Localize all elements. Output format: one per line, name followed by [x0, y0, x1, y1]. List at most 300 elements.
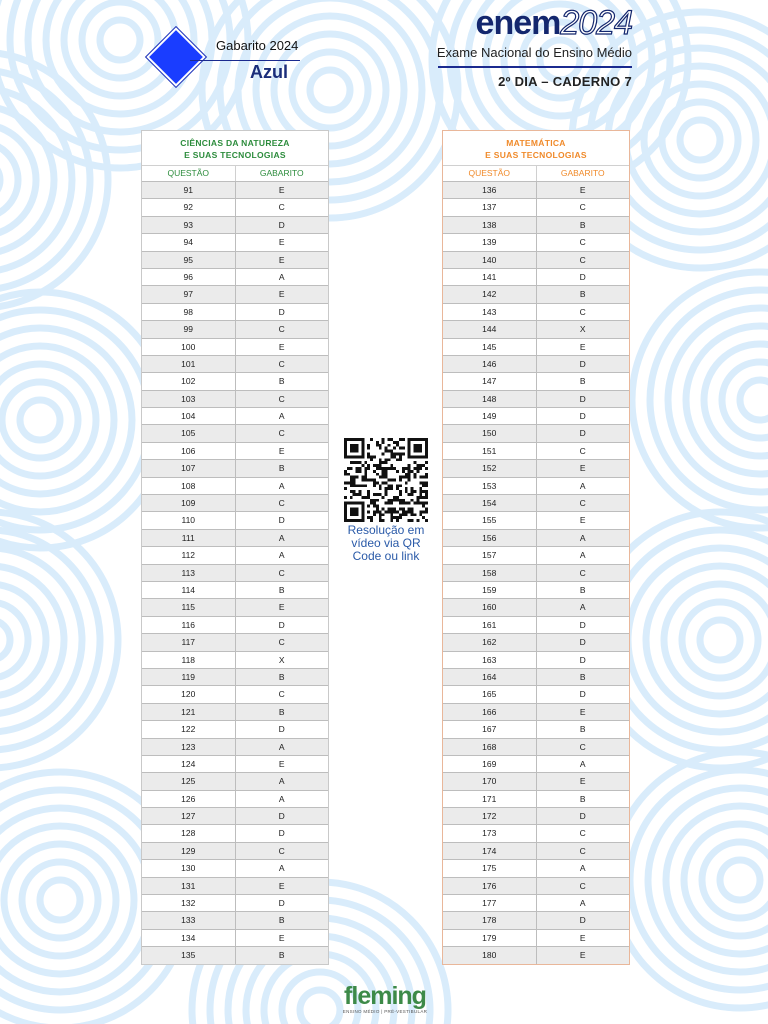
question-number: 146 — [443, 356, 537, 372]
question-number: 159 — [443, 582, 537, 598]
answer-letter: E — [278, 932, 285, 943]
answer-letter: C — [278, 393, 285, 404]
table-row — [443, 807, 629, 824]
question-number: 166 — [443, 704, 537, 720]
question-number: 176 — [443, 878, 537, 894]
question-number: 144 — [443, 321, 537, 337]
question-number: 116 — [142, 617, 236, 633]
question-number: 167 — [443, 721, 537, 737]
table-row — [142, 285, 328, 302]
table-row — [142, 546, 328, 563]
question-number: 179 — [443, 930, 537, 946]
qr-caption-line2: vídeo via QR — [351, 536, 421, 550]
table-row — [142, 929, 328, 946]
answer-letter: A — [579, 898, 586, 909]
question-number: 157 — [443, 547, 537, 563]
answer-letter: X — [579, 324, 586, 335]
answer-letter: C — [579, 202, 586, 213]
table-row — [443, 633, 629, 650]
table-row — [443, 338, 629, 355]
table-row — [142, 824, 328, 841]
answer-letter: B — [278, 671, 285, 682]
answer-letter: E — [579, 950, 586, 961]
question-number: 114 — [142, 582, 236, 598]
question-number: 105 — [142, 425, 236, 441]
question-number: 104 — [142, 408, 236, 424]
question-number: 171 — [443, 791, 537, 807]
question-number: 122 — [142, 721, 236, 737]
table-row — [142, 355, 328, 372]
question-number: 163 — [443, 652, 537, 668]
answer-letter: D — [579, 619, 586, 630]
table-row — [443, 477, 629, 494]
table-row — [142, 877, 328, 894]
answer-letter: C — [278, 637, 285, 648]
enem-logo-word: enem — [475, 4, 561, 42]
table-row — [142, 216, 328, 233]
answer-letter: C — [579, 306, 586, 317]
answer-letter: C — [579, 254, 586, 265]
answer-letter: C — [278, 428, 285, 439]
qr-caption-line3: Code ou link — [352, 549, 420, 563]
table-row — [142, 755, 328, 772]
table-row — [142, 390, 328, 407]
answer-letter: C — [278, 567, 285, 578]
table-row — [443, 581, 629, 598]
answer-letter: D — [278, 306, 285, 317]
answer-letter: A — [278, 793, 285, 804]
background-arc — [700, 620, 740, 660]
background-arc — [680, 120, 720, 160]
table-row — [443, 407, 629, 424]
question-number: 164 — [443, 669, 537, 685]
answer-letter: C — [579, 845, 586, 856]
question-number: 120 — [142, 686, 236, 702]
answer-letter: C — [278, 324, 285, 335]
table-row — [142, 772, 328, 789]
background-arc — [22, 862, 98, 938]
matematica-title-line2: E SUAS TECNOLOGIAS — [485, 150, 587, 160]
answer-letter: A — [278, 480, 285, 491]
enem-divider — [438, 66, 632, 68]
question-number: 173 — [443, 825, 537, 841]
answer-letter: D — [278, 811, 285, 822]
table-row — [142, 303, 328, 320]
table-row — [142, 564, 328, 581]
table-row — [443, 738, 629, 755]
table-row — [443, 685, 629, 702]
table-row — [443, 303, 629, 320]
table-row — [142, 581, 328, 598]
background-arc — [720, 860, 760, 900]
answer-letter: B — [278, 706, 285, 717]
enem-logo-year: 2024 — [560, 4, 632, 42]
answer-letter: D — [579, 358, 586, 369]
background-arc — [740, 380, 768, 420]
answer-letter: D — [579, 637, 586, 648]
table-row — [443, 494, 629, 511]
question-number: 128 — [142, 825, 236, 841]
question-number: 108 — [142, 478, 236, 494]
gabarito-title: Gabarito 2024 — [216, 38, 299, 53]
table-row — [142, 407, 328, 424]
table-row — [443, 911, 629, 928]
answer-letter: A — [278, 863, 285, 874]
question-number: 158 — [443, 565, 537, 581]
question-number: 126 — [142, 791, 236, 807]
question-number: 106 — [142, 443, 236, 459]
table-row — [443, 859, 629, 876]
background-arc — [0, 602, 28, 678]
question-number: 161 — [443, 617, 537, 633]
background-arc — [40, 880, 80, 920]
question-number: 137 — [443, 199, 537, 215]
background-arc — [2, 382, 78, 458]
answer-letter: D — [579, 654, 586, 665]
question-number: 134 — [142, 930, 236, 946]
answer-letter: B — [278, 463, 285, 474]
matematica-title-line1: MATEMÁTICA — [506, 138, 566, 148]
table-row — [142, 511, 328, 528]
natureza-rows — [142, 181, 328, 964]
table-row — [443, 320, 629, 337]
question-number: 177 — [443, 895, 537, 911]
natureza-table-title — [142, 131, 328, 165]
table-row — [443, 772, 629, 789]
question-number: 169 — [443, 756, 537, 772]
table-row — [142, 198, 328, 215]
answer-letter: C — [579, 567, 586, 578]
answer-letter: A — [579, 550, 586, 561]
question-number: 124 — [142, 756, 236, 772]
question-number: 162 — [443, 634, 537, 650]
question-number: 101 — [142, 356, 236, 372]
table-row — [142, 790, 328, 807]
table-row — [443, 529, 629, 546]
question-number: 178 — [443, 912, 537, 928]
question-number: 112 — [142, 547, 236, 563]
answer-letter: D — [579, 393, 586, 404]
answer-letter: B — [579, 793, 586, 804]
answer-letter: C — [278, 498, 285, 509]
table-row — [443, 372, 629, 389]
table-row — [443, 946, 629, 963]
answer-letter: E — [579, 515, 586, 526]
answer-letter: E — [278, 341, 285, 352]
table-row — [443, 442, 629, 459]
question-number: 156 — [443, 530, 537, 546]
background-arc — [0, 620, 10, 660]
table-row — [142, 529, 328, 546]
question-number: 99 — [142, 321, 236, 337]
table-row — [443, 824, 629, 841]
table-row — [443, 651, 629, 668]
natureza-col-answer: GABARITO — [259, 168, 304, 178]
matematica-rows — [443, 181, 629, 964]
answer-letter: D — [579, 428, 586, 439]
natureza-title-line1: CIÊNCIAS DA NATUREZA — [180, 138, 290, 148]
answer-letter: D — [579, 689, 586, 700]
answer-letter: E — [278, 445, 285, 456]
table-row — [142, 424, 328, 441]
enem-subtitle: Exame Nacional do Ensino Médio — [436, 45, 632, 60]
table-row — [443, 616, 629, 633]
answer-letter: E — [278, 254, 285, 265]
table-row — [443, 251, 629, 268]
table-row — [443, 511, 629, 528]
table-row — [443, 459, 629, 476]
question-number: 98 — [142, 304, 236, 320]
answer-letter: A — [278, 550, 285, 561]
question-number: 155 — [443, 512, 537, 528]
enem-logo — [476, 4, 632, 43]
question-number: 92 — [142, 199, 236, 215]
table-row — [443, 720, 629, 737]
question-number: 174 — [443, 843, 537, 859]
answer-letter: E — [278, 602, 285, 613]
table-row — [443, 268, 629, 285]
table-row — [142, 633, 328, 650]
table-row — [443, 546, 629, 563]
answer-letter: B — [278, 376, 285, 387]
question-number: 152 — [443, 460, 537, 476]
question-number: 123 — [142, 739, 236, 755]
answer-letter: C — [579, 741, 586, 752]
table-row — [142, 494, 328, 511]
table-row — [142, 598, 328, 615]
answer-letter: A — [579, 863, 586, 874]
answer-letter: A — [579, 758, 586, 769]
answer-letter: A — [278, 741, 285, 752]
table-row — [443, 216, 629, 233]
natureza-answer-table — [141, 130, 329, 965]
table-row — [443, 929, 629, 946]
question-number: 127 — [142, 808, 236, 824]
table-row — [443, 181, 629, 198]
table-row — [142, 738, 328, 755]
matematica-answer-table — [442, 130, 630, 965]
table-row — [142, 894, 328, 911]
answer-letter: B — [278, 950, 285, 961]
question-number: 95 — [142, 252, 236, 268]
table-row — [142, 911, 328, 928]
table-row — [142, 372, 328, 389]
question-number: 91 — [142, 182, 236, 198]
question-number: 103 — [142, 391, 236, 407]
answer-letter: A — [278, 532, 285, 543]
background-arc — [20, 400, 60, 440]
table-row — [443, 877, 629, 894]
answer-letter: B — [579, 584, 586, 595]
table-row — [142, 668, 328, 685]
answer-letter: X — [278, 654, 285, 665]
table-row — [142, 859, 328, 876]
enem-header — [436, 4, 636, 94]
table-row — [443, 564, 629, 581]
question-number: 109 — [142, 495, 236, 511]
question-number: 150 — [443, 425, 537, 441]
matematica-column-headers — [443, 165, 629, 181]
answer-letter: E — [579, 185, 586, 195]
question-number: 100 — [142, 339, 236, 355]
table-row — [142, 946, 328, 963]
natureza-col-question: QUESTÃO — [142, 166, 236, 181]
question-number: 153 — [443, 478, 537, 494]
table-row — [142, 807, 328, 824]
answer-letter: E — [278, 880, 285, 891]
badge-divider — [190, 60, 300, 61]
question-number: 165 — [443, 686, 537, 702]
answer-letter: A — [278, 411, 285, 422]
answer-letter: D — [278, 828, 285, 839]
question-number: 115 — [142, 599, 236, 615]
table-row — [142, 842, 328, 859]
answer-letter: B — [579, 724, 586, 735]
table-row — [443, 424, 629, 441]
table-row — [443, 355, 629, 372]
question-number: 117 — [142, 634, 236, 650]
answer-letter: D — [579, 915, 586, 926]
question-number: 180 — [443, 947, 537, 963]
table-row — [142, 181, 328, 198]
day-booklet-label: 2º DIA – CADERNO 7 — [498, 74, 632, 89]
answer-letter: E — [278, 289, 285, 300]
question-number: 149 — [443, 408, 537, 424]
question-number: 170 — [443, 773, 537, 789]
answer-letter: B — [579, 671, 586, 682]
question-number: 132 — [142, 895, 236, 911]
answer-letter: E — [579, 932, 586, 943]
answer-letter: B — [579, 376, 586, 387]
answer-letter: D — [278, 898, 285, 909]
table-row — [443, 755, 629, 772]
answer-letter: E — [278, 185, 285, 195]
answer-letter: E — [579, 706, 586, 717]
table-row — [443, 233, 629, 250]
background-arc — [100, 20, 140, 60]
question-number: 140 — [443, 252, 537, 268]
qr-block[interactable] — [340, 438, 432, 563]
answer-letter: B — [579, 219, 586, 230]
question-number: 168 — [443, 739, 537, 755]
answer-letter: B — [278, 915, 285, 926]
question-number: 113 — [142, 565, 236, 581]
table-row — [443, 668, 629, 685]
question-number: 141 — [443, 269, 537, 285]
table-row — [142, 459, 328, 476]
question-number: 129 — [142, 843, 236, 859]
answer-letter: C — [579, 445, 586, 456]
answer-letter: E — [579, 463, 586, 474]
answer-letter: A — [278, 776, 285, 787]
table-row — [142, 251, 328, 268]
answer-letter: C — [278, 358, 285, 369]
table-row — [142, 442, 328, 459]
background-arc — [684, 824, 768, 936]
question-number: 130 — [142, 860, 236, 876]
question-number: 93 — [142, 217, 236, 233]
answer-letter: E — [278, 237, 285, 248]
background-arc — [722, 362, 768, 438]
background-arc — [610, 530, 768, 750]
question-number: 175 — [443, 860, 537, 876]
question-number: 111 — [142, 530, 236, 546]
table-row — [142, 685, 328, 702]
table-row — [443, 390, 629, 407]
answer-letter: D — [278, 515, 285, 526]
table-row — [443, 598, 629, 615]
qr-caption-line1: Resolução em — [347, 523, 425, 537]
table-row — [142, 477, 328, 494]
answer-letter: B — [579, 289, 586, 300]
table-row — [142, 268, 328, 285]
question-number: 135 — [142, 947, 236, 963]
question-number: 151 — [443, 443, 537, 459]
answer-letter: D — [278, 219, 285, 230]
answer-letter: D — [579, 811, 586, 822]
question-number: 119 — [142, 669, 236, 685]
background-arc — [310, 70, 350, 110]
table-row — [142, 651, 328, 668]
question-number: 142 — [443, 286, 537, 302]
qr-code-icon[interactable] — [344, 438, 428, 522]
answer-letter: C — [579, 498, 586, 509]
answer-letter: C — [579, 828, 586, 839]
question-number: 172 — [443, 808, 537, 824]
answer-letter: C — [278, 845, 285, 856]
table-row — [443, 703, 629, 720]
answer-letter: E — [579, 776, 586, 787]
answer-letter: A — [579, 602, 586, 613]
question-number: 125 — [142, 773, 236, 789]
answer-letter: D — [579, 271, 586, 282]
natureza-title-line2: E SUAS TECNOLOGIAS — [184, 150, 286, 160]
table-row — [142, 616, 328, 633]
answer-letter: D — [278, 724, 285, 735]
question-number: 110 — [142, 512, 236, 528]
question-number: 136 — [443, 182, 537, 198]
fleming-logo — [330, 983, 440, 1019]
answer-letter: E — [579, 341, 586, 352]
matematica-table-title — [443, 131, 629, 165]
question-number: 97 — [142, 286, 236, 302]
answer-letter: C — [579, 880, 586, 891]
question-number: 107 — [142, 460, 236, 476]
question-number: 133 — [142, 912, 236, 928]
question-number: 131 — [142, 878, 236, 894]
table-row — [142, 720, 328, 737]
qr-caption — [340, 524, 432, 563]
question-number: 139 — [443, 234, 537, 250]
answer-letter: A — [579, 480, 586, 491]
answer-letter: C — [278, 689, 285, 700]
question-number: 102 — [142, 373, 236, 389]
answer-letter: A — [579, 532, 586, 543]
table-row — [443, 285, 629, 302]
natureza-column-headers — [142, 165, 328, 181]
question-number: 148 — [443, 391, 537, 407]
table-row — [443, 894, 629, 911]
fleming-tagline: ENSINO MÉDIO | PRÉ-VESTIBULAR — [342, 1009, 428, 1014]
answer-letter: D — [579, 411, 586, 422]
blue-diamond-icon — [146, 27, 205, 86]
table-row — [443, 842, 629, 859]
table-row — [142, 320, 328, 337]
table-row — [142, 233, 328, 250]
answer-letter: A — [278, 271, 285, 282]
question-number: 143 — [443, 304, 537, 320]
fleming-wordmark: fleming — [344, 982, 426, 1010]
